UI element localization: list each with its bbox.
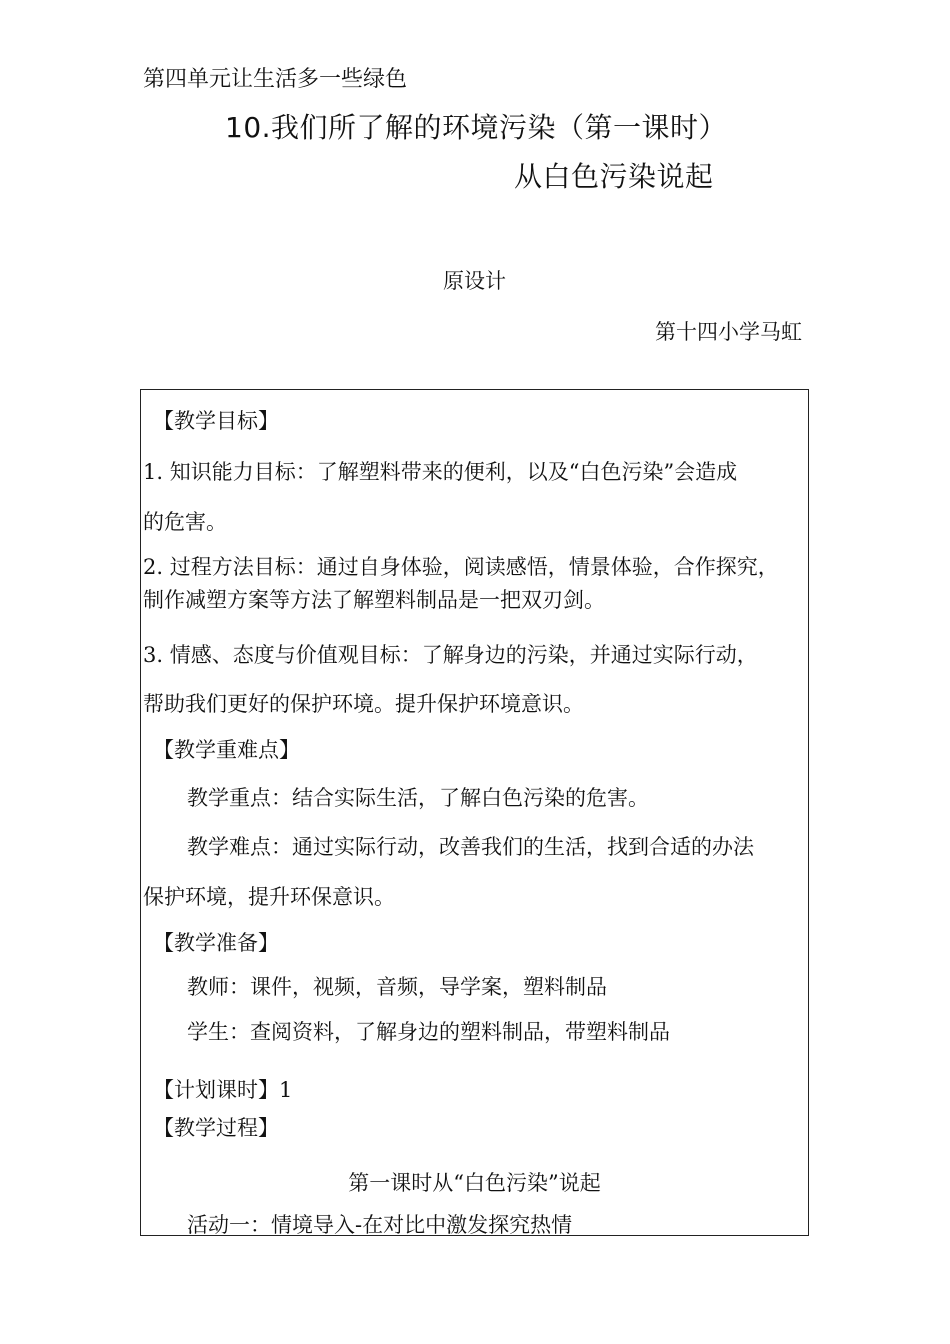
preparation-heading: 【教学准备】 (153, 931, 279, 955)
key-points-heading: 【教学重难点】 (153, 738, 300, 762)
process-heading: 【教学过程】 (153, 1116, 279, 1140)
goals-heading: 【教学目标】 (153, 409, 279, 433)
lesson-plan-box (140, 389, 809, 1236)
planned-hours-heading: 【计划课时】1 (153, 1078, 293, 1102)
unit-title: 第四单元让生活多一些绿色 (143, 67, 408, 92)
author-name: 第十四小学马虹 (655, 320, 802, 344)
difficult-point-line-2: 保护环境，提升环保意识。 (143, 885, 395, 909)
goal-3-line-1: 3. 情感、态度与价值观目标：了解身边的污染，并通过实际行动， (143, 643, 758, 667)
key-point: 教学重点：结合实际生活，了解白色污染的危害。 (187, 786, 649, 810)
lesson-subtitle: 从白色污染说起 (514, 160, 714, 193)
design-label: 原设计 (443, 269, 506, 293)
activity-one: 活动一：情境导入-在对比中激发探究热情 (187, 1213, 573, 1236)
first-lesson-title: 第一课时从“白色污染”说起 (348, 1171, 601, 1195)
goal-2-line-2: 制作减塑方案等方法了解塑料制品是一把双刃剑。 (143, 588, 605, 612)
preparation-student: 学生：查阅资料，了解身边的塑料制品，带塑料制品 (187, 1020, 670, 1044)
preparation-teacher: 教师：课件，视频，音频，导学案，塑料制品 (187, 975, 607, 999)
goal-1-line-2: 的危害。 (143, 510, 227, 534)
lesson-title: 10.我们所了解的环境污染（第一课时） (225, 111, 728, 144)
goal-3-line-2: 帮助我们更好的保护环境。提升保护环境意识。 (143, 692, 584, 716)
goal-2-line-1: 2. 过程方法目标：通过自身体验，阅读感悟，情景体验，合作探究， (143, 555, 779, 579)
goal-1-line-1: 1. 知识能力目标：了解塑料带来的便利，以及“白色污染”会造成 (143, 460, 738, 484)
difficult-point-line-1: 教学难点：通过实际行动，改善我们的生活，找到合适的办法 (187, 835, 754, 859)
